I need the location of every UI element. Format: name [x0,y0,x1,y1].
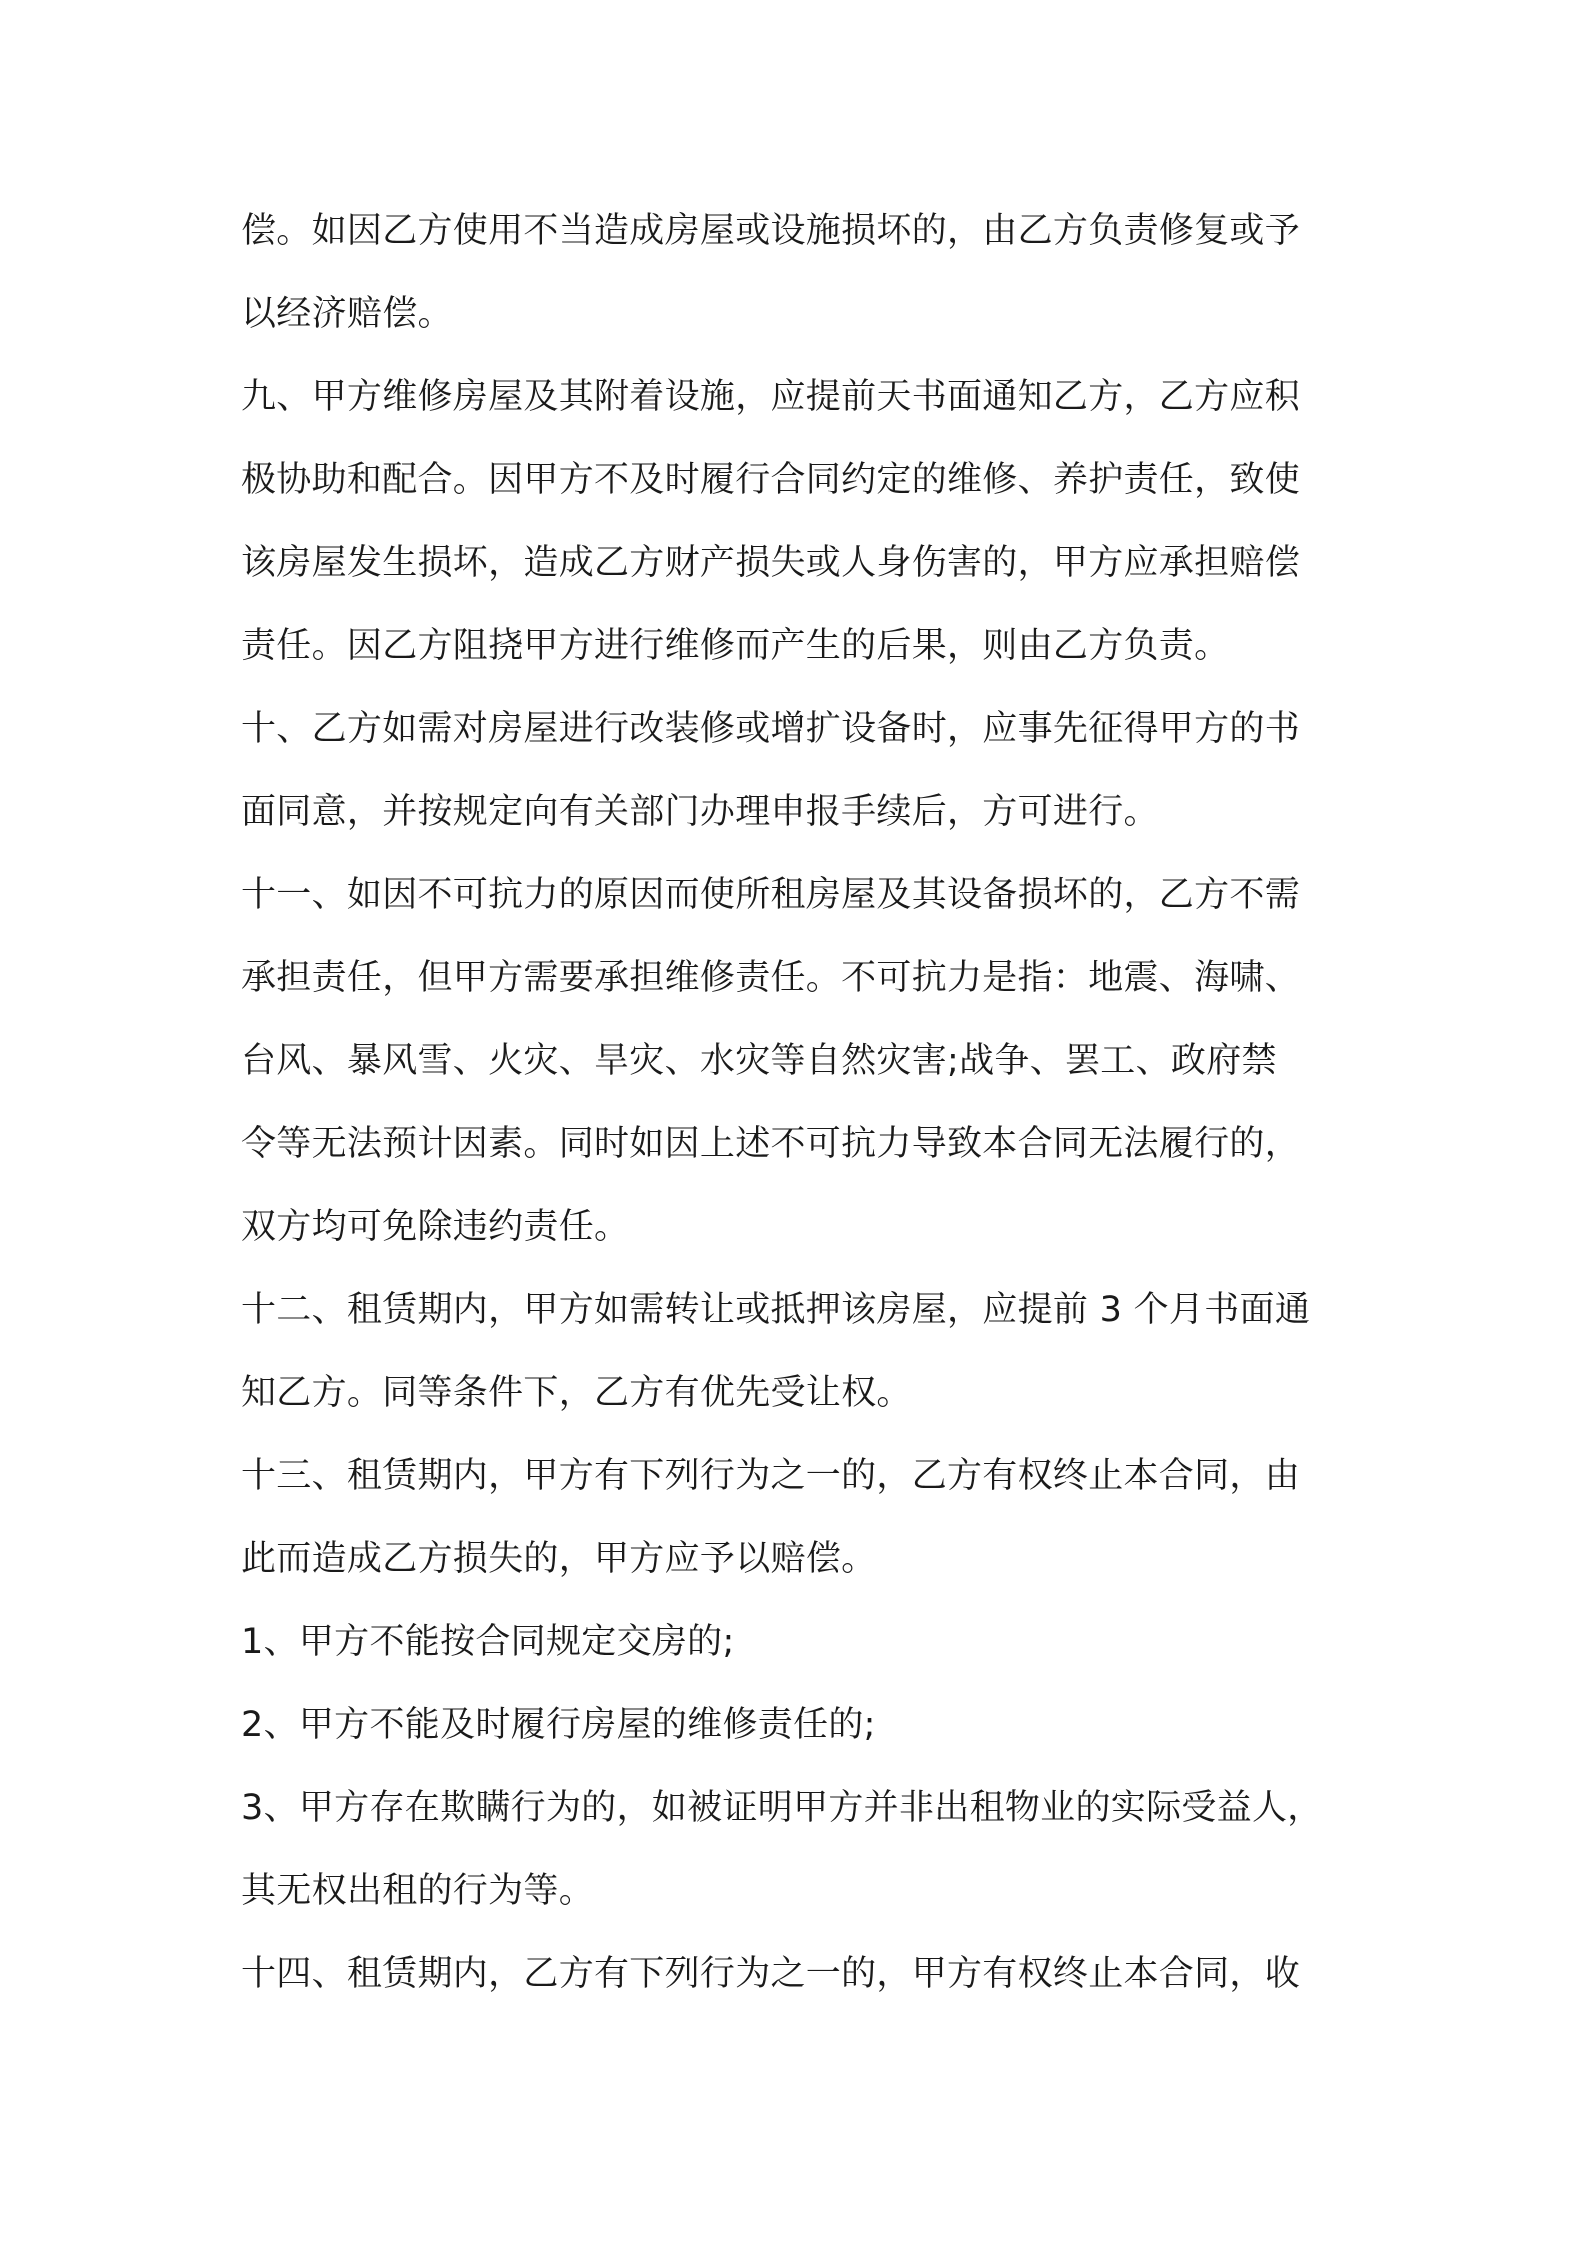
text-line: 十二、租赁期内，甲方如需转让或抵押该房屋，应提前 3 个月书面通 [241,1290,1311,1330]
text-line: 极协助和配合。因甲方不及时履行合同约定的维修、养护责任，致使 [241,460,1301,500]
text-line: 1、甲方不能按合同规定交房的; [241,1622,735,1662]
text-line: 十一、如因不可抗力的原因而使所租房屋及其设备损坏的，乙方不需 [241,875,1301,915]
text-line: 2、甲方不能及时履行房屋的维修责任的; [241,1705,876,1745]
text-line: 台风、暴风雪、火灾、旱灾、水灾等自然灾害;战争、罢工、政府禁 [241,1041,1277,1081]
text-line: 责任。因乙方阻挠甲方进行维修而产生的后果，则由乙方负责。 [241,626,1230,666]
text-line: 其无权出租的行为等。 [241,1871,595,1911]
text-line: 十三、租赁期内，甲方有下列行为之一的，乙方有权终止本合同，由 [241,1456,1301,1496]
text-line: 以经济赔偿。 [241,294,453,334]
text-line: 该房屋发生损坏，造成乙方财产损失或人身伤害的，甲方应承担赔偿 [241,543,1301,583]
text-line: 知乙方。同等条件下，乙方有优先受让权。 [241,1373,912,1413]
text-line: 十四、租赁期内，乙方有下列行为之一的，甲方有权终止本合同，收 [241,1954,1301,1994]
text-line: 九、甲方维修房屋及其附着设施，应提前天书面通知乙方，乙方应积 [241,377,1301,417]
text-line: 偿。如因乙方使用不当造成房屋或设施损坏的，由乙方负责修复或予 [241,211,1301,251]
text-line: 此而造成乙方损失的，甲方应予以赔偿。 [241,1539,877,1579]
text-line: 面同意，并按规定向有关部门办理申报手续后，方可进行。 [241,792,1159,832]
text-line: 3、甲方存在欺瞒行为的，如被证明甲方并非出租物业的实际受益人， [241,1788,1323,1828]
text-line: 令等无法预计因素。同时如因上述不可抗力导致本合同无法履行的， [241,1124,1301,1164]
text-line: 承担责任，但甲方需要承担维修责任。不可抗力是指：地震、海啸、 [241,958,1301,998]
text-line: 双方均可免除违约责任。 [241,1207,630,1247]
text-line: 十、乙方如需对房屋进行改装修或增扩设备时，应事先征得甲方的书 [241,709,1301,749]
